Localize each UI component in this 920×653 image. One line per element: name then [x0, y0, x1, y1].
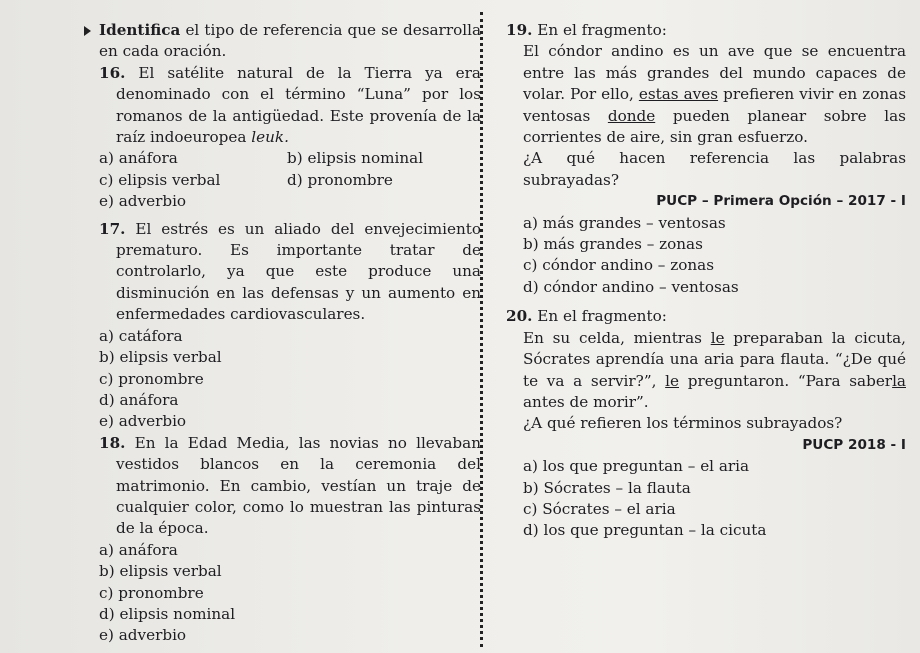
question-20-fragment: En su celda, mientras le preparaban la cicuta, Sócrates aprendía una aria para flauta. “¿De qué te va a servir?”, le preguntaron. “Para saberla antes de morir”. [523, 328, 906, 411]
question-20-prompt: ¿A qué refieren los términos subrayados? [523, 414, 843, 433]
q17-option-c[interactable]: c) pronombre [99, 369, 204, 388]
q18-option-d[interactable]: d) elipsis nominal [99, 604, 236, 623]
q20-option-a[interactable]: a) los que preguntan – el aria [523, 457, 750, 476]
q16-option-e[interactable]: e) adverbio [99, 192, 187, 211]
q16-option-d[interactable]: d) pronombre [287, 170, 393, 189]
right-column [506, 20, 906, 542]
question-19-options [506, 213, 906, 299]
q19-option-c[interactable]: c) cóndor andino – zonas [523, 256, 715, 275]
question-20-source: PUCP 2018 - I [802, 436, 906, 453]
q19-option-b[interactable]: b) más grandes – zonas [523, 235, 703, 254]
question-20-options [506, 456, 906, 542]
q17-option-e[interactable]: e) adverbio [99, 412, 187, 431]
q16-option-c[interactable]: c) elipsis verbal [99, 170, 221, 189]
question-16: 16. El satélite natural de la Tierra ya era denominado con el término “Luna” por los romanos de la antigüedad. Este provenía de la raíz indoeuropea leuk. [99, 63, 481, 147]
question-19-heading: 19. En el fragmento: [506, 21, 667, 39]
question-17: 17. El estrés es un aliado del envejecimiento prematuro. Es importante tratar de controlarlo, ya que este produce una disminución en las defensas y un aumento en enfermedades cardiovasculares. [99, 219, 481, 324]
q16-option-b[interactable]: b) elipsis nominal [287, 149, 424, 168]
q18-option-c[interactable]: c) pronombre [99, 583, 204, 602]
q18-option-b[interactable]: b) elipsis verbal [99, 562, 222, 581]
question-18-options [99, 540, 481, 647]
bullet-arrow-icon [84, 26, 91, 36]
left-column [99, 20, 481, 647]
q19-option-d[interactable]: d) cóndor andino – ventosas [523, 277, 739, 296]
question-19-prompt: ¿A qué hacen referencia las palabras subrayadas? [523, 149, 906, 189]
question-17-options [99, 326, 481, 433]
q17-option-b[interactable]: b) elipsis verbal [99, 348, 222, 367]
q20-option-d[interactable]: d) los que preguntan – la cicuta [523, 521, 767, 540]
q17-option-d[interactable]: d) anáfora [99, 390, 179, 409]
q19-option-a[interactable]: a) más grandes – ventosas [523, 213, 726, 232]
question-18: 18. En la Edad Media, las novias no llevaban vestidos blancos en la ceremonia del matrimonio. En cambio, vestían un traje de cualquier color, como lo muestran las pinturas de la época. [99, 433, 481, 538]
q18-option-a[interactable]: a) anáfora [99, 540, 178, 559]
question-16-options [99, 148, 481, 212]
question-19-fragment: El cóndor andino es un ave que se encuentra entre las más grandes del mundo capaces de volar. Por ello, estas aves prefieren vivir en zonas ventosas donde pueden planear sobre las corrientes de aire, sin gran esfuerzo. [523, 42, 907, 147]
question-20-heading: 20. En el fragmento: [506, 307, 667, 326]
q20-option-b[interactable]: b) Sócrates – la flauta [523, 478, 691, 497]
column-divider [480, 12, 483, 647]
instruction: Identifica el tipo de referencia que se desarrolla en cada oración. [99, 21, 481, 61]
q17-option-a[interactable]: a) catáfora [99, 326, 183, 345]
question-19-source: PUCP – Primera Opción – 2017 - I [656, 193, 906, 210]
q18-option-e[interactable]: e) adverbio [99, 626, 187, 645]
q16-option-a[interactable]: a) anáfora [99, 149, 178, 168]
q20-option-c[interactable]: c) Sócrates – el aria [523, 499, 676, 518]
